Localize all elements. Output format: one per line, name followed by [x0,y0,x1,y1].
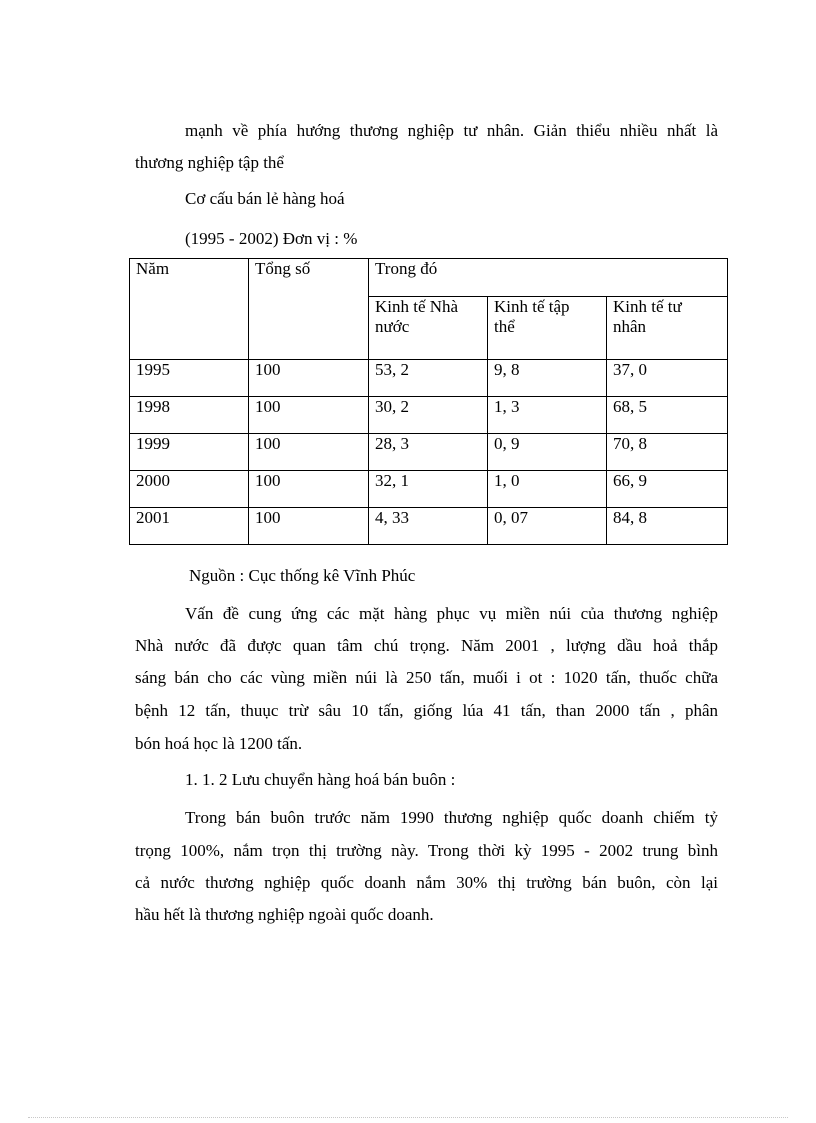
header-total: Tổng số [249,259,369,360]
paragraph-3-line-3: cả nước thương nghiệp quốc doanh nắm 30% thị trường bán buôn, còn lại [135,873,718,892]
cell-year: 2001 [130,508,249,545]
header-state [369,297,488,360]
paragraph-3-line-1: Trong bán buôn trước năm 1990 thương nghiệp quốc doanh chiếm tỷ [185,808,718,827]
header-private-line2: nhân [613,317,647,336]
paragraph-1-line-1: mạnh về phía hướng thương nghiệp tư nhân. Giản thiểu nhiều nhất là [185,121,718,140]
cell-year: 1999 [130,434,249,471]
table-source: Nguồn : Cục thống kê Vĩnh Phúc [189,566,416,585]
cell-state: 28, 3 [369,434,488,471]
cell-collective: 1, 3 [488,397,607,434]
paragraph-1-line-2: thương nghiệp tập thể [135,153,284,172]
cell-total: 100 [249,397,369,434]
cell-state: 53, 2 [369,360,488,397]
cell-year: 2000 [130,471,249,508]
paragraph-2-line-4: bệnh 12 tấn, thuục trừ sâu 10 tấn, giống lúa 41 tấn, than 2000 tấn , phân [135,701,718,720]
header-private [607,297,728,360]
table-header-row [130,259,728,297]
header-year: Năm [130,259,249,360]
table-row [130,434,728,471]
cell-total: 100 [249,471,369,508]
cell-year: 1998 [130,397,249,434]
paragraph-3-line-4: hầu hết là thương nghiệp ngoài quốc doanh. [135,905,434,924]
paragraph-3-line-2: trọng 100%, nắm trọn thị trường này. Trong thời kỳ 1995 - 2002 trung bình [135,841,718,860]
cell-total: 100 [249,508,369,545]
header-collective-line2: thể [494,317,515,336]
table-row [130,508,728,545]
cell-state: 32, 1 [369,471,488,508]
header-collective-line1: Kinh tế tập [494,297,570,316]
cell-collective: 1, 0 [488,471,607,508]
page-bottom-divider [28,1117,788,1118]
cell-total: 100 [249,360,369,397]
header-state-line1: Kinh tế Nhà [375,297,459,316]
cell-collective: 0, 9 [488,434,607,471]
table-title: Cơ cấu bán lẻ hàng hoá [185,189,345,208]
cell-state: 4, 33 [369,508,488,545]
table-row [130,360,728,397]
table-row [130,397,728,434]
cell-collective: 0, 07 [488,508,607,545]
paragraph-2-line-5: bón hoá học là 1200 tấn. [135,734,303,753]
cell-private: 37, 0 [607,360,728,397]
cell-year: 1995 [130,360,249,397]
cell-total: 100 [249,434,369,471]
paragraph-2-line-1: Vấn đề cung ứng các mặt hàng phục vụ miền núi của thương nghiệp [185,604,718,623]
cell-state: 30, 2 [369,397,488,434]
table-row [130,471,728,508]
cell-private: 68, 5 [607,397,728,434]
table-subtitle: (1995 - 2002) Đơn vị : % [185,229,358,248]
cell-collective: 9, 8 [488,360,607,397]
paragraph-2-line-3: sáng bán cho các vùng miền núi là 250 tấn, muối i ot : 1020 tấn, thuốc chữa [135,668,718,687]
header-private-line1: Kinh tế tư [613,297,682,316]
cell-private: 66, 9 [607,471,728,508]
cell-private: 84, 8 [607,508,728,545]
header-state-line2: nước [375,317,410,336]
header-of-which: Trong đó [369,259,728,297]
paragraph-2-line-2: Nhà nước đã được quan tâm chú trọng. Năm 2001 , lượng dầu hoả thắp [135,636,718,655]
section-heading: 1. 1. 2 Lưu chuyển hàng hoá bán buôn : [185,770,456,789]
header-collective [488,297,607,360]
cell-private: 70, 8 [607,434,728,471]
retail-structure-table [129,258,728,545]
